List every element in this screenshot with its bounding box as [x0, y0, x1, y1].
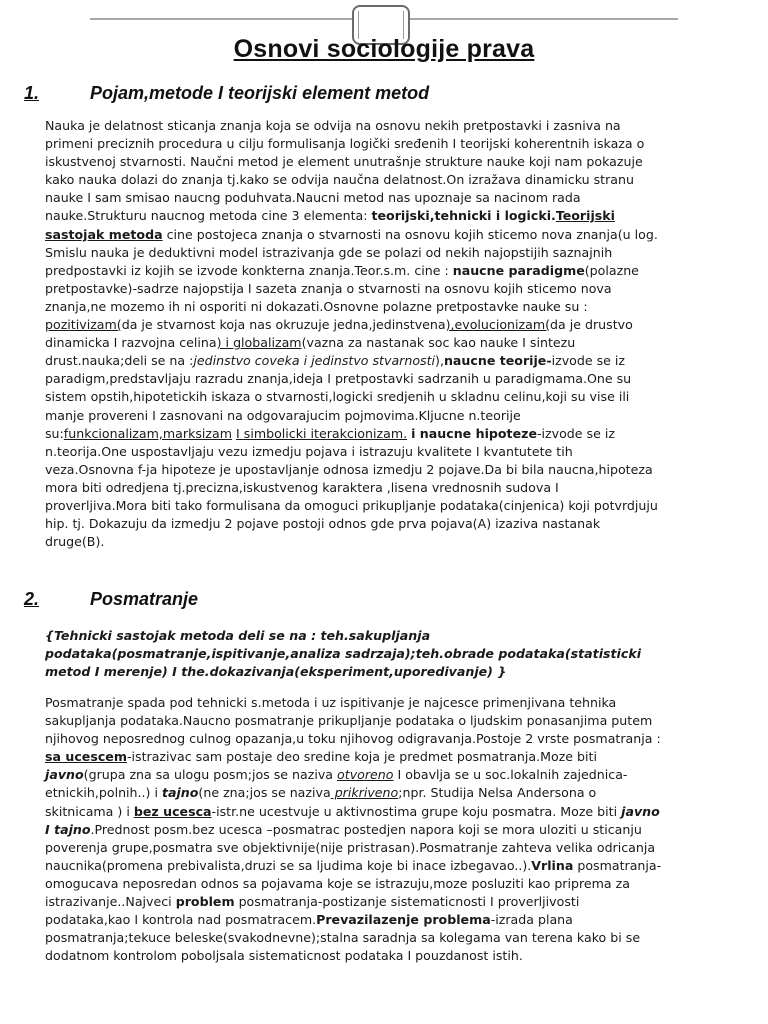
text-run: hip. tj. Dokazuju da izmedju 2 pojave postoji odnos gde prva pojava(A) izaziva nastanak [45, 516, 601, 532]
body-line [45, 875, 731, 893]
text-run: -izrada plana [490, 912, 573, 928]
document-title: Osnovi sociologije prava [233, 35, 535, 63]
body-line [45, 207, 731, 225]
body-line [45, 479, 731, 497]
body-line [45, 730, 731, 748]
section-1-heading [24, 83, 429, 104]
body-line [45, 280, 731, 298]
text-run: pretpostavke)-sadrze najopstija I sazeta znanja o stvarnosti na osnovu kojih sticemo nova [45, 280, 612, 296]
text-run: naucne paradigme [452, 262, 585, 278]
text-run: posmatranja;tekuce beleske(svakodnevne);stalna saradnja sa kolegama van terena kako bi se [45, 930, 641, 946]
text-run: predpostavki iz kojih se izvode konkterna znanja.Teor.s.m. cine : [45, 262, 453, 278]
text-run: dodatnom kontrolom poboljsala sistematicnost podataka I pouzdanost istih. [45, 948, 523, 964]
text-run: javno [621, 803, 660, 819]
intro-line: podataka(posmatranje,ispitivanje,analiza sadrzaja);teh.obrade podataka(statisticki [45, 646, 642, 661]
body-line [45, 153, 731, 171]
body-line [45, 497, 731, 515]
text-run: njihovog neposrednog culnog opazanja,u toku njihovog odigravanja.Postoje 2 vrste posmatranja : [45, 731, 661, 747]
body-line [45, 117, 731, 135]
text-run: i naucne hipoteze [411, 425, 537, 441]
text-run: Nauka je delatnost sticanja znanja koja se odvija na osnovu nekih pretpostavki i zasniva na [45, 118, 621, 133]
text-run: n.teorija.One uspostavljaju vezu izmedju pojava i istrazuju kvalitete I kvantutete tih [45, 443, 573, 459]
body-line [45, 244, 731, 262]
body-line [45, 893, 731, 911]
text-run: izvode se iz [551, 353, 626, 369]
text-run: pozitivizam( [45, 317, 122, 333]
body-line [45, 443, 731, 461]
section-2-heading [24, 589, 198, 610]
text-run: -istr.ne ucestvuje u aktivnostima grupe koju posmatra. Moze biti [211, 803, 622, 819]
text-run: bez ucesca [133, 803, 212, 819]
section-2-title: Posmatranje [90, 589, 199, 609]
body-line [45, 515, 731, 533]
text-run: naucnika(promena prebivalista,druzi se sa ljudima koje bi inace izbegavao..). [45, 857, 532, 873]
text-run: Vrlina [531, 857, 574, 873]
body-line [45, 316, 731, 334]
text-run: otvoreno [337, 767, 394, 783]
body-line [45, 712, 731, 730]
text-run: -izvode se iz [536, 425, 615, 441]
text-run: I obavlja se u soc.lokalnih zajednica- [393, 767, 628, 783]
text-run: ) i [216, 335, 234, 351]
text-run: jedinstvo coveka i jedinstvo stvarnosti [193, 353, 436, 369]
body-line [45, 407, 731, 425]
text-run: ),evolucionizam( [445, 317, 551, 333]
text-run: poverenja grupe,posmatra sve objektivnije(nije pristrasan).Posmatranje zahteva velika odricanja [45, 839, 656, 855]
body-line [45, 334, 731, 352]
section-2-body [45, 694, 731, 965]
text-run: nauke I sam smisao naucng poduhvata.Naucni metod nas upoznaje sa nacinom rada [45, 190, 581, 206]
body-line [45, 766, 731, 784]
text-run: su: [45, 425, 64, 441]
body-line [45, 947, 731, 965]
text-run: sakupljanja podataka.Naucno posmatranje prikupljanje podataka o ljudskim ponasanjima putem [45, 713, 653, 729]
text-run: druge(B). [45, 534, 105, 550]
text-run: primeni preciznih procedura u cilju formulisanja logički sređenih I teorijski koherentnih iskaza o [45, 136, 645, 152]
text-run: skitnicama ) i [45, 803, 134, 819]
text-run: podataka,kao I kontrola nad posmatracem. [45, 912, 317, 928]
text-run: manje provereni I zasnovani na odgovarajucim pojmovima.Kljucne n.teorije [45, 407, 521, 423]
text-run: funkcionalizam,marksizam [63, 425, 233, 441]
section-1-body [45, 117, 731, 551]
text-run: proverljiva.Mora biti tako formulisana da omoguci prikupljanje podataka(cinjenica) koji potvrdjuju [45, 497, 658, 513]
text-run: Prevazilazenje problema [316, 912, 491, 928]
text-run: etnickih,polnih..) i [45, 785, 162, 801]
text-run: .Prednost posm.bez ucesca –posmatrac postedjen napora koji se mora uloziti u sticanju [90, 821, 642, 837]
text-run: kako nauka dolazi do znanja tj.kako se odvija naučna delatnost.On izražava dinamicku stranu [45, 172, 634, 188]
intro-line: {Tehnicki sastojak metoda deli se na : teh.sakupljanja [45, 628, 431, 643]
text-run: globalizam [233, 335, 302, 351]
text-run: (vazna za nastanak soc kao nauke I sintezu [301, 335, 576, 351]
section-2-intro-note [45, 627, 731, 681]
body-line [45, 298, 731, 316]
body-line [45, 694, 731, 712]
text-run: istrazivanje..Najveci [45, 894, 176, 910]
text-run: paradigm,predstavljaju razradu znanja,ideja I pretpostavki sadrzanih u paradigmama.One su [45, 371, 632, 387]
body-line [45, 171, 731, 189]
text-run: sa ucescem [45, 749, 127, 765]
text-run: (polazne [584, 262, 639, 278]
body-line [45, 929, 731, 947]
text-run: cine postojeca znanja o stvarnosti na osnovu kojih sticemo nova znanja(u log. [162, 226, 658, 242]
text-run: drust.nauka;deli se na : [45, 353, 194, 369]
section-1-number: 1. [24, 83, 40, 103]
text-run: Smislu nauka je deduktivni model istrazivanja gde se polazi od nekih najopstijih saznajnih [45, 244, 613, 260]
text-run: teorijski,tehnicki i logicki. [371, 208, 556, 224]
body-line [45, 425, 731, 443]
text-run: naucne teorije- [443, 353, 552, 369]
body-line [45, 352, 731, 370]
section-2-number: 2. [24, 589, 40, 609]
body-line [45, 533, 731, 551]
body-line [45, 189, 731, 207]
text-run: Teorijski [555, 208, 615, 224]
text-run: tajno [161, 785, 199, 801]
text-run: nauke.Strukturu naucnog metoda cine 3 elementa: [45, 208, 372, 224]
text-run: sastojak metoda [45, 226, 163, 242]
text-run: posmatranja-postizanje sistematicnosti I proverljivosti [234, 894, 580, 910]
section-1-title: Pojam,metode I teorijski element metod [90, 83, 430, 103]
body-line [45, 803, 731, 821]
text-run: znanja,ne mozemo ih ni osporiti ni dokazati.Osnovne polazne pretpostavke nauke su : [45, 298, 588, 314]
body-line [45, 748, 731, 766]
text-run: sistem opstih,hipotetickih iskaza o stvarnosti,logicki sredjenih u skladnu celinu,koji su vise ili [45, 389, 630, 405]
text-run: problem [175, 894, 235, 910]
text-run: omogucava neposredan odnos sa pojavama koje se istrazuju,moze posluziti kao priprema za [45, 875, 630, 891]
text-run: javno [45, 767, 84, 783]
text-run: iskustvenoj stvarnosti. Naučni metod je element unutrašnje strukture nauke koji nam pokazuje [45, 154, 643, 170]
body-line [45, 262, 731, 280]
body-line [45, 821, 731, 839]
text-run: -istrazivac sam postaje deo sredine koja je predmet posmatranja.Moze biti [126, 749, 597, 765]
text-run: (ne zna;jos se naziva [198, 785, 331, 801]
text-run: prikriveno [330, 785, 399, 801]
body-line [45, 135, 731, 153]
text-run: ), [435, 353, 444, 369]
text-run: da je drustvo [550, 317, 633, 333]
text-run: (grupa zna sa ulogu posm;jos se naziva [83, 767, 338, 783]
body-line [45, 370, 731, 388]
body-line [45, 911, 731, 929]
text-run: ;npr. Studija Nelsa Andersona o [398, 785, 597, 801]
body-line [45, 784, 731, 802]
text-run: I simbolicki iterakcionizam. [236, 425, 408, 441]
intro-line: metod I merenje) I the.dokazivanja(eksperiment,uporedivanje) } [45, 664, 507, 679]
body-line [45, 857, 731, 875]
body-line [45, 461, 731, 479]
text-run: veza.Osnovna f-ja hipoteze je upostavljanje odnosa izmedju 2 pojave.Da bi bila naucna,hipoteza [45, 461, 653, 477]
text-run: I tajno [45, 821, 91, 837]
body-line [45, 839, 731, 857]
body-line [45, 388, 731, 406]
text-run: mora biti odredjena tj.precizna,iskustvenog karaktera ,lisena vrednosnih sudova I [45, 479, 559, 495]
body-line [45, 226, 731, 244]
text-run: dinamicka I razvojna celina [45, 335, 217, 351]
text-run: Posmatranje spada pod tehnicki s.metoda i uz ispitivanje je najcesce primenjivana tehnika [45, 695, 617, 710]
text-run: da je stvarnost koja nas okruzuje jedna,jedinstvena [121, 317, 446, 333]
text-run: posmatranja- [573, 857, 662, 873]
